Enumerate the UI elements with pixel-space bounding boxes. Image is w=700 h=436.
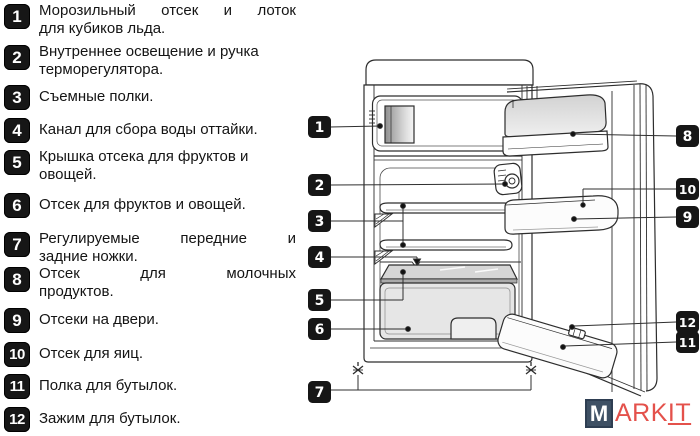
markit-logo-m: M <box>585 399 613 428</box>
legend-item-3 <box>4 85 296 110</box>
callout-1: 1 <box>314 120 325 136</box>
callout-4: 4 <box>314 250 325 266</box>
drawer-handle <box>451 318 496 339</box>
legend-number-badge: 8 <box>4 267 30 292</box>
legend-item-10 <box>4 342 296 367</box>
legend-item-12 <box>4 407 296 432</box>
legend-number-badge: 12 <box>4 407 30 432</box>
legend-number-badge: 4 <box>4 118 30 143</box>
callout-8: 8 <box>682 129 693 145</box>
legend-item-text: Крышка отсека для фруктов и овощей. <box>39 148 249 183</box>
legend-item-text: Внутреннее освещение и ручка терморегулятора. <box>39 43 259 78</box>
adjustable-foot <box>526 362 536 374</box>
markit-logo-text: ARKIT <box>615 399 692 427</box>
legend-item-5 <box>4 150 296 183</box>
legend-number-badge: 10 <box>4 342 30 367</box>
legend-item-text: Регулируемые передние и задние ножки. <box>39 230 296 265</box>
legend-item-9 <box>4 308 296 333</box>
legend-item-7 <box>4 232 296 265</box>
callout-2: 2 <box>314 178 325 194</box>
legend-item-text: Съемные полки. <box>39 88 154 105</box>
callout-3: 3 <box>314 214 325 230</box>
legend-item-text: Полка для бутылок. <box>39 377 178 394</box>
legend-item-4 <box>4 118 296 143</box>
refrigerator-diagram <box>300 0 700 436</box>
legend-number-badge: 1 <box>4 4 30 29</box>
legend-item-2 <box>4 45 296 78</box>
legend-item-text: Отсек для фруктов и овощей. <box>39 196 246 213</box>
legend-item-text: Морозильный отсек и лоток для кубиков льда. <box>39 2 296 37</box>
door-shelf <box>505 196 618 234</box>
legend-number-badge: 5 <box>4 150 30 175</box>
callout-10: 10 <box>678 182 697 197</box>
legend-item-6 <box>4 193 296 218</box>
callout-5: 5 <box>314 293 325 309</box>
legend-number-badge: 3 <box>4 85 30 110</box>
legend-item-1 <box>4 4 296 37</box>
callout-9: 9 <box>682 210 693 226</box>
legend-item-11 <box>4 374 296 399</box>
legend-number-badge: 11 <box>4 374 30 399</box>
legend-number-badge: 7 <box>4 232 30 257</box>
adjustable-foot <box>353 362 363 374</box>
callout-6: 6 <box>314 322 325 338</box>
crisper-drawer <box>380 283 515 339</box>
freezer-compartment <box>369 96 523 151</box>
legend-item-text: Зажим для бутылок. <box>39 410 181 427</box>
callout-11: 11 <box>678 335 697 350</box>
legend-item-text: Канал для сбора воды оттайки. <box>39 121 258 138</box>
legend-item-text: Отсек для яиц. <box>39 345 143 362</box>
legend-item-text: Отсеки на двери. <box>39 311 159 328</box>
legend-item-text: Отсек для молочных продуктов. <box>39 265 296 300</box>
thermostat-knob <box>494 163 523 196</box>
callout-7: 7 <box>314 385 325 401</box>
legend-item-8 <box>4 267 296 300</box>
legend <box>0 0 300 436</box>
legend-number-badge: 9 <box>4 308 30 333</box>
ice-tray <box>385 106 414 143</box>
dairy-compartment <box>503 95 608 156</box>
legend-number-badge: 2 <box>4 45 30 70</box>
callout-12: 12 <box>678 315 697 330</box>
markit-watermark <box>585 399 691 428</box>
bottle-shelf <box>496 308 621 380</box>
legend-number-badge: 6 <box>4 193 30 218</box>
